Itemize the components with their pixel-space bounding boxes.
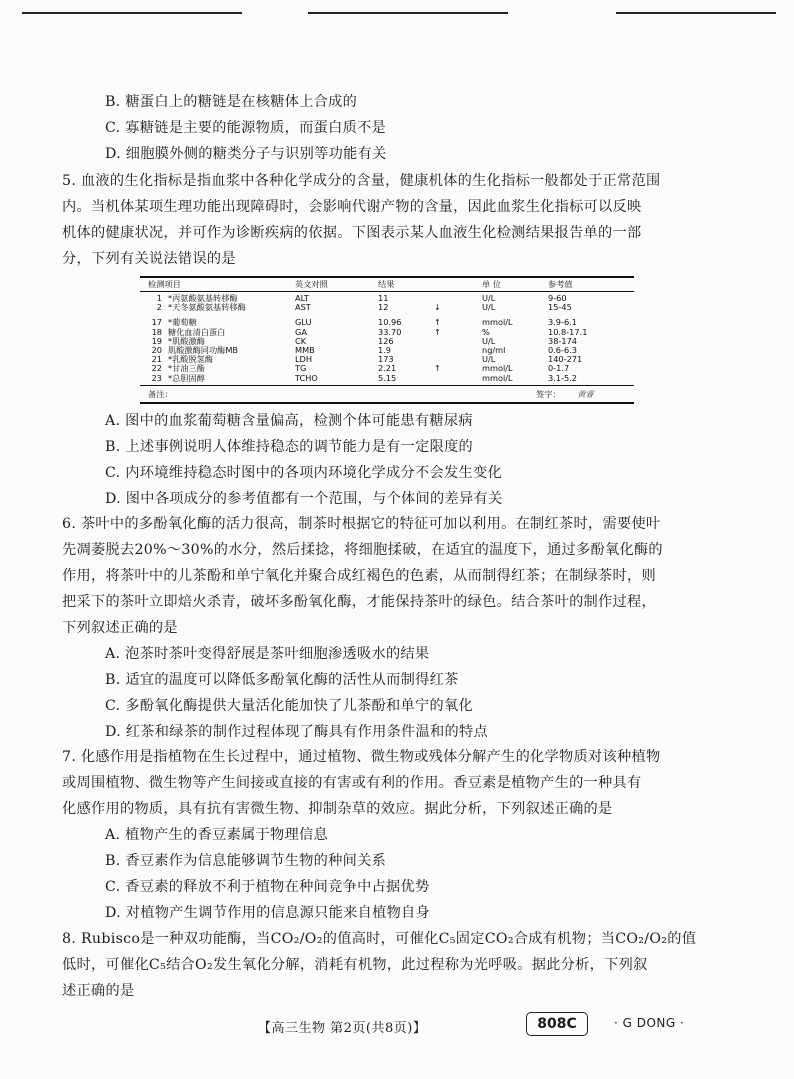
sign-label — [536, 390, 594, 399]
row-result: 33.70 — [378, 326, 402, 337]
text-line: B. 糖蛋白上的糖链是在核糖体上合成的 — [105, 94, 358, 110]
text-line: A. 泡茶时茶叶变得舒展是茶叶细胞渗透吸水的结果 — [105, 646, 430, 662]
row-result: 11 — [378, 293, 389, 303]
row-item-name: *甘油三酯 — [168, 363, 205, 374]
row-item-name: *总胆固醇 — [168, 372, 205, 383]
row-result: 10.96 — [378, 317, 402, 328]
row-index: 2 — [156, 302, 162, 313]
row-index: 19 — [151, 335, 162, 346]
text-line: C. 香豆素的释放不利于植物在种间竞争中占据优势 — [105, 879, 430, 895]
row-unit: mmol/L — [482, 317, 513, 328]
header-unit: 单 位 — [482, 279, 501, 289]
header-item: 检测项目 — [148, 279, 181, 289]
row-english: TG — [295, 363, 307, 374]
row-index: 17 — [151, 317, 162, 328]
text-line: B. 适宜的温度可以降低多酚氧化酶的活性从而制得红茶 — [105, 672, 459, 688]
text-line: A. 图中的血浆葡萄糖含量偏高，检测个体可能患有糖尿病 — [105, 413, 473, 429]
signature: 黄睿 — [577, 388, 594, 399]
page-footer: 【高三生物 第2页(共8页)】 — [258, 1021, 427, 1036]
table-body-group-1 — [140, 292, 634, 312]
row-unit: U/L — [482, 302, 496, 313]
row-reference: 9-60 — [548, 293, 567, 303]
text-line: 内。当机体某项生理功能出现障碍时，会影响代谢产物的含量，因此血浆生化指标可以反映 — [62, 199, 642, 215]
text-line: 作用，将茶叶中的儿茶酚和单宁氧化并聚合成红褐色的色素，从而制得红茶；在制绿茶时，则 — [62, 568, 656, 584]
row-unit: mmol/L — [482, 372, 513, 383]
brand-mark: · G DONG · — [614, 1016, 685, 1030]
row-reference: 140-271 — [548, 354, 583, 365]
row-index: 20 — [151, 344, 162, 355]
row-reference: 15-45 — [548, 302, 572, 313]
text-line: D. 图中各项成分的参考值都有一个范围，与个体间的差异有关 — [105, 491, 503, 507]
row-index: 1 — [156, 293, 162, 303]
row-index: 21 — [151, 354, 162, 365]
top-rule-middle — [308, 12, 508, 14]
header-english: 英文对照 — [295, 279, 328, 289]
row-english: GLU — [295, 317, 312, 328]
text-line: 下列叙述正确的是 — [62, 620, 178, 636]
blood-test-report-table — [140, 276, 634, 404]
table-header — [140, 276, 634, 292]
row-result: 126 — [378, 335, 394, 346]
table-row — [140, 374, 634, 383]
row-flag: ↑ — [434, 363, 441, 374]
row-item-name: *肌酸激酶 — [168, 335, 205, 346]
row-reference: 0.6-6.3 — [548, 344, 577, 355]
row-unit: % — [482, 326, 490, 337]
row-item-name: *天冬氨酸氨基转移酶 — [168, 302, 246, 313]
top-rule-right — [616, 12, 776, 14]
top-rule-left — [22, 12, 242, 14]
text-line: 5. 血液的生化指标是指血浆中各种化学成分的含量，健康机体的生化指标一般都处于正常范围 — [62, 173, 661, 189]
row-english: GA — [295, 326, 307, 337]
row-result: 5.15 — [378, 372, 397, 383]
row-unit: U/L — [482, 335, 496, 346]
row-item-name: *葡萄糖 — [168, 317, 197, 328]
row-english: ALT — [295, 293, 310, 303]
text-line: 低时，可催化C₅结合O₂发生氧化分解，消耗有机物，此过程称为光呼吸。据此分析，下列叙 — [62, 957, 648, 973]
row-item-name: 糖化血清白蛋白 — [168, 326, 226, 337]
row-index: 22 — [151, 363, 162, 374]
text-line: 把采下的茶叶立即焙火杀青，破坏多酚氧化酶，才能保持茶叶的绿色。结合茶叶的制作过程， — [62, 594, 656, 610]
text-line: B. 香豆素作为信息能够调节生物的种间关系 — [105, 853, 387, 869]
row-english: AST — [295, 302, 311, 313]
row-reference: 3.9-6.1 — [548, 317, 577, 328]
row-unit: ng/ml — [482, 344, 506, 355]
row-item-name: *乳酸脱氢酶 — [168, 354, 214, 365]
row-english: CK — [295, 335, 307, 346]
row-flag: ↓ — [434, 302, 441, 313]
text-line: 6. 茶叶中的多酚氧化酶的活力很高，制茶时根据它的特征可加以利用。在制红茶时，需要使叶 — [62, 516, 661, 532]
note-label: 备注： — [148, 388, 173, 399]
row-index: 23 — [151, 372, 162, 383]
table-row — [140, 303, 634, 312]
row-result: 173 — [378, 354, 394, 365]
text-line: 化感作用的物质，具有抗有害微生物、抑制杂草的效应。据此分析，下列叙述正确的是 — [62, 801, 613, 817]
text-line: C. 内环境维持稳态时图中的各项内环境化学成分不会发生变化 — [105, 465, 502, 481]
row-english: TCHO — [295, 372, 318, 383]
header-reference: 参考值 — [548, 279, 573, 289]
row-reference: 3.1-5.2 — [548, 372, 577, 383]
row-unit: U/L — [482, 293, 496, 303]
row-english: LDH — [295, 354, 313, 365]
row-index: 18 — [151, 326, 162, 337]
text-line: D. 对植物产生调节作用的信息源只能来自植物自身 — [105, 905, 431, 921]
text-line: 或周围植物、微生物等产生间接或直接的有害或有利的作用。香豆素是植物产生的一种具有 — [62, 775, 642, 791]
row-flag: ↑ — [434, 317, 441, 328]
text-line: D. 细胞膜外侧的糖类分子与识别等功能有关 — [105, 146, 387, 162]
row-reference: 0-1.7 — [548, 363, 570, 374]
text-line: C. 多酚氧化酶提供大量活化能加快了儿茶酚和单宁的氧化 — [105, 698, 473, 714]
text-line: C. 寡糖链是主要的能源物质，而蛋白质不是 — [105, 120, 387, 136]
table-body-group-2 — [140, 318, 634, 382]
text-line: 分，下列有关说法错误的是 — [62, 251, 236, 267]
row-item-name: 肌酸激酶同功酶MB — [168, 344, 238, 355]
row-unit: U/L — [482, 354, 496, 365]
row-item-name: *丙氨酸氨基转移酶 — [168, 293, 238, 303]
text-line: 机体的健康状况，并可作为诊断疾病的依据。下图表示某人血液生化检测结果报告单的一部 — [62, 225, 642, 241]
row-result: 1.9 — [378, 344, 392, 355]
row-result: 12 — [378, 302, 389, 313]
row-reference: 38-174 — [548, 335, 578, 346]
text-line: 先凋萎脱去20%～30%的水分，然后揉捻，将细胞揉破，在适宜的温度下，通过多酚氧化酶的 — [62, 542, 663, 558]
text-line: 述正确的是 — [62, 983, 135, 999]
text-line: D. 红茶和绿茶的制作过程体现了酶具有作用条件温和的特点 — [105, 724, 488, 740]
row-flag: ↑ — [434, 326, 441, 337]
text-line: B. 上述事例说明人体维持稳态的调节能力是有一定限度的 — [105, 439, 474, 455]
row-reference: 10.8-17.1 — [548, 326, 588, 337]
row-english: MMB — [295, 344, 315, 355]
text-line: 8. Rubisco是一种双功能酶，当CO₂/O₂的值高时，可催化C₅固定CO₂合成有机物；当CO₂/O₂的值 — [62, 931, 697, 947]
exam-code-badge: 808C — [526, 1012, 588, 1036]
sign-label-text: 签字： — [536, 388, 561, 399]
header-result: 结果 — [378, 279, 395, 289]
text-line: 7. 化感作用是指植物在生长过程中，通过植物、微生物或残体分解产生的化学物质对该种植物 — [62, 749, 661, 765]
table-footer — [140, 385, 634, 404]
row-result: 2.21 — [378, 363, 397, 374]
text-line: A. 植物产生的香豆素属于物理信息 — [105, 827, 328, 843]
row-unit: mmol/L — [482, 363, 513, 374]
